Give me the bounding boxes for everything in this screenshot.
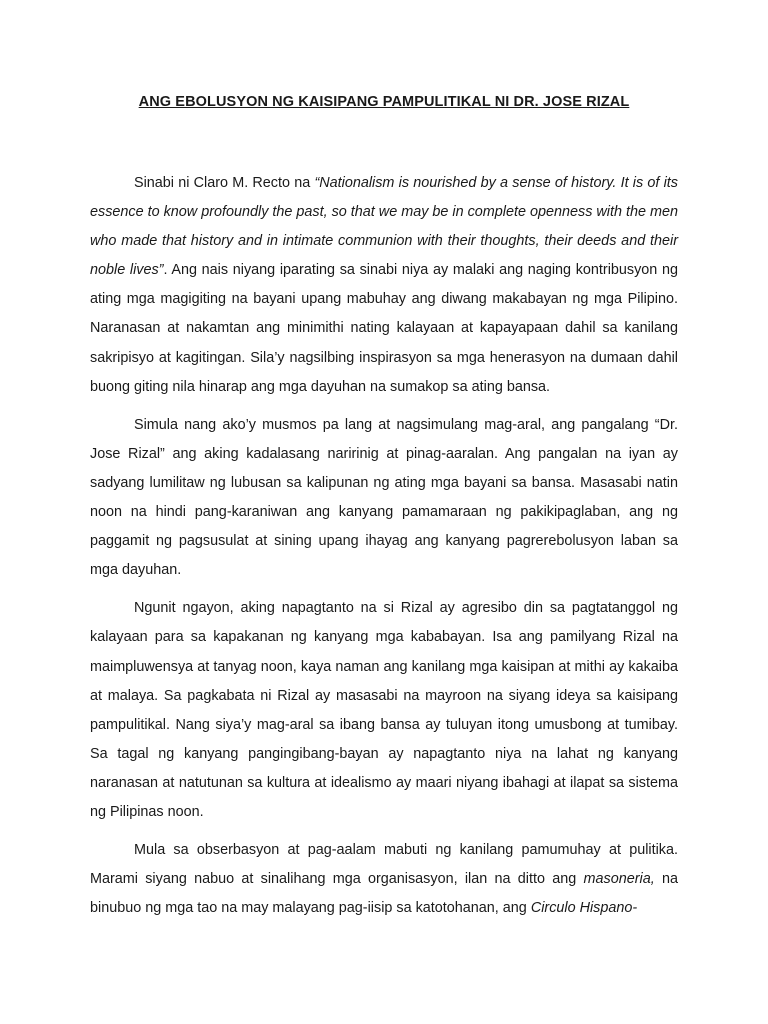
paragraph-1-lead: Sinabi ni Claro M. Recto na (134, 175, 315, 191)
paragraph-4-middle: na binubuo ng mga tao na may malayang pag-iisip sa katotohanan, ang (90, 871, 678, 917)
paragraph-1 (90, 169, 678, 402)
recto-quote: “Nationalism is nourished by a sense of history. It is of its essence to know profoundly the past, so that we may be in complete openness with the men who made that history and in intimate communion with their thoughts, their deeds and their noble lives” (90, 175, 679, 279)
paragraph-4 (90, 836, 678, 923)
paragraph-2: Simula nang ako’y musmos pa lang at nagsimulang mag-aral, ang pangalang “Dr. Jose Rizal” ang aking kadalasang naririnig at pinag-aaralan. Ang pangalan na iyan ay sadyang lumilitaw ng lubusan sa kalipunan ng ating mga bayani sa bansa. Masasabi natin noon na hindi pang-karaniwan ang kanyang pamamaraan ng pakikipaglaban, ang ng paggamit ng pagsusulat at sining upang ihayag ang kanyang pagrerebolusyon laban sa mga dayuhan. (90, 416, 678, 579)
paragraph-1-rest: . Ang nais niyang iparating sa sinabi niya ay malaki ang naging kontribusyon ng ating mga magigiting na bayani upang mabuhay ang diwang makabayan ng mga Pilipino. Naranasan at nakamtan ang minimithi nating kalayaan at kapayapaan dahil sa kanilang sakripisyo at kagitingan. Sila’y nagsilbing inspirasyon sa mga henerasyon na dumaan dahil buong giting nila hinarap ang mga dayuhan na sumakop sa ating bansa. (90, 262, 678, 395)
document-title: ANG EBOLUSYON NG KAISIPANG PAMPULITIKAL NI DR. JOSE RIZAL (138, 94, 630, 110)
term-masoneria: masoneria, (583, 871, 655, 888)
document-body (90, 169, 678, 923)
term-circulo-hispano: Circulo Hispano- (530, 900, 638, 917)
paragraph-4-lead: Mula sa obserbasyon at pag-aalam mabuti ng kanilang pamumuhay at pulitika. Marami siyang nabuo at sinalihang mga organisasyon, ilan na ditto ang (90, 842, 678, 888)
paragraph-3: Ngunit ngayon, aking napagtanto na si Rizal ay agresibo din sa pagtatanggol ng kalayaan para sa kapakanan ng kanyang mga kababayan. Isa ang pamilyang Rizal na maimpluwensya at tanyag noon, kaya naman ang kanilang mga kaisipan at mithi ay kakaiba at malaya. Sa pagkabata ni Rizal ay masasabi na mayroon na siyang ideya sa kaisipang pampulitikal. Nang siya’y mag-aral sa ibang bansa ay tuluyan itong umusbong at tumibay. Sa tagal ng kanyang pangingibang-bayan ay napagtanto niya na lahat ng kanyang naranasan at natutunan sa kultura at idealismo ay maari niyang ibahagi at ilapat sa sistema ng Pilipinas noon. (90, 600, 678, 820)
